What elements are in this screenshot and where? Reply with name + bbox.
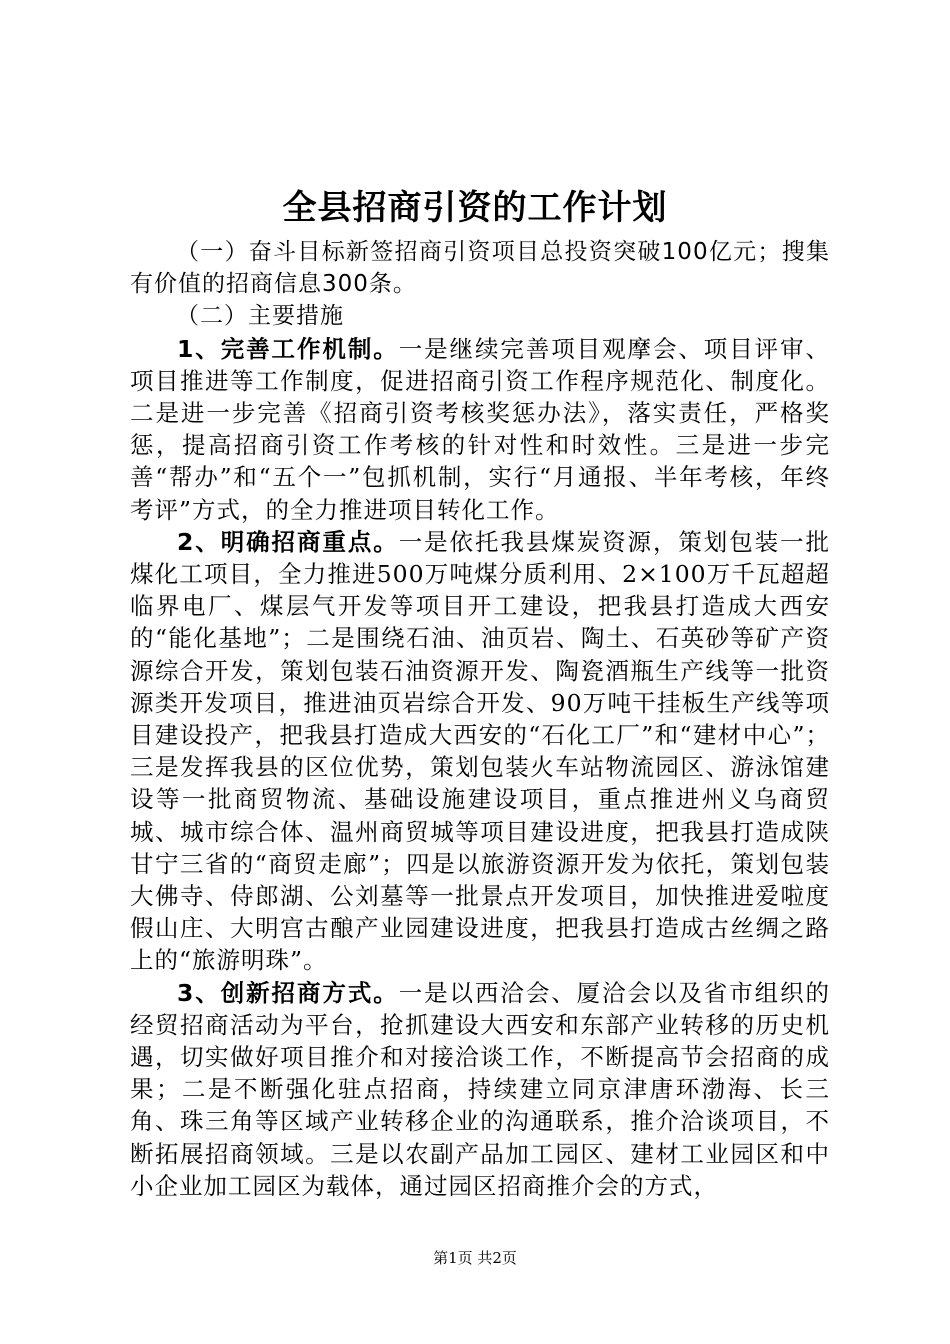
measure-text: 一是继续完善项目观摩会、项目评审、项目推进等工作制度，促进招商引资工作程序规范化、制度化。二是进一步完善《招商引资考核奖惩办法》，落实责任，严格奖惩，提高招商引资工作考核的针对性和时效性。三是进一步完善“帮办”和“五个一”包抓机制，实行“月通报、半年考核，年终考评”方式，的全力推进项目转化工作。	[130, 334, 830, 524]
measure-text: 一是依托我县煤炭资源，策划包装一批煤化工项目，全力推进500万吨煤分质利用、2×100万千瓦超超临界电厂、煤层气开发等项目开工建设，把我县打造成大西安的“能化基地”；二是围绕石油、油页岩、陶土、石英砂等矿产资源综合开发，策划包装石油资源开发、陶瓷酒瓶生产线等一批资源类开发项目，推进油页岩综合开发、90万吨干挂板生产线等项目建设投产，把我县打造成大西安的“石化工厂”和“建材中心”；三是发挥我县的区位优势，策划包装火车站物流园区、游泳馆建设等一批商贸物流、基础设施建设项目，重点推进州义乌商贸城、城市综合体、温州商贸城等项目建设进度，把我县打造成陕甘宁三省的“商贸走廊”；四是以旅游资源开发为依托，策划包装大佛寺、侍郎湖、公刘墓等一批景点开发项目，加快推进爱啦度假山庄、大明宫古酿产业园建设进度，把我县打造成古丝绸之路上的“旅游明珠”。	[130, 527, 830, 975]
measure-paragraph-3	[130, 977, 830, 1202]
measure-paragraph-2	[130, 526, 830, 977]
page-footer: 第1页 共2页	[433, 1249, 517, 1267]
measures-heading: （二）主要措施	[176, 303, 344, 330]
document-body	[130, 236, 830, 1202]
measure-paragraph-1	[130, 333, 830, 526]
measure-lead: 3、创新招商方式。	[177, 978, 399, 1007]
page-title: 全县招商引资的工作计划	[282, 188, 668, 228]
measure-lead: 1、完善工作机制。	[177, 334, 399, 363]
goal-paragraph: （一）奋斗目标新签招商引资项目总投资突破100亿元；搜集有价值的招商信息300条。	[130, 239, 830, 298]
measure-lead: 2、明确招商重点。	[177, 527, 399, 556]
measure-text: 一是以西洽会、厦洽会以及省市组织的经贸招商活动为平台，抢抓建设大西安和东部产业转移的历史机遇，切实做好项目推介和对接洽谈工作，不断提高节会招商的成果；二是不断强化驻点招商，持续建立同京津唐环渤海、长三角、珠三角等区域产业转移企业的沟通联系，推介洽谈项目，不断拓展招商领域。三是以农副产品加工园区、建材工业园区和中小企业加工园区为载体，通过园区招商推介会的方式，	[130, 978, 830, 1200]
